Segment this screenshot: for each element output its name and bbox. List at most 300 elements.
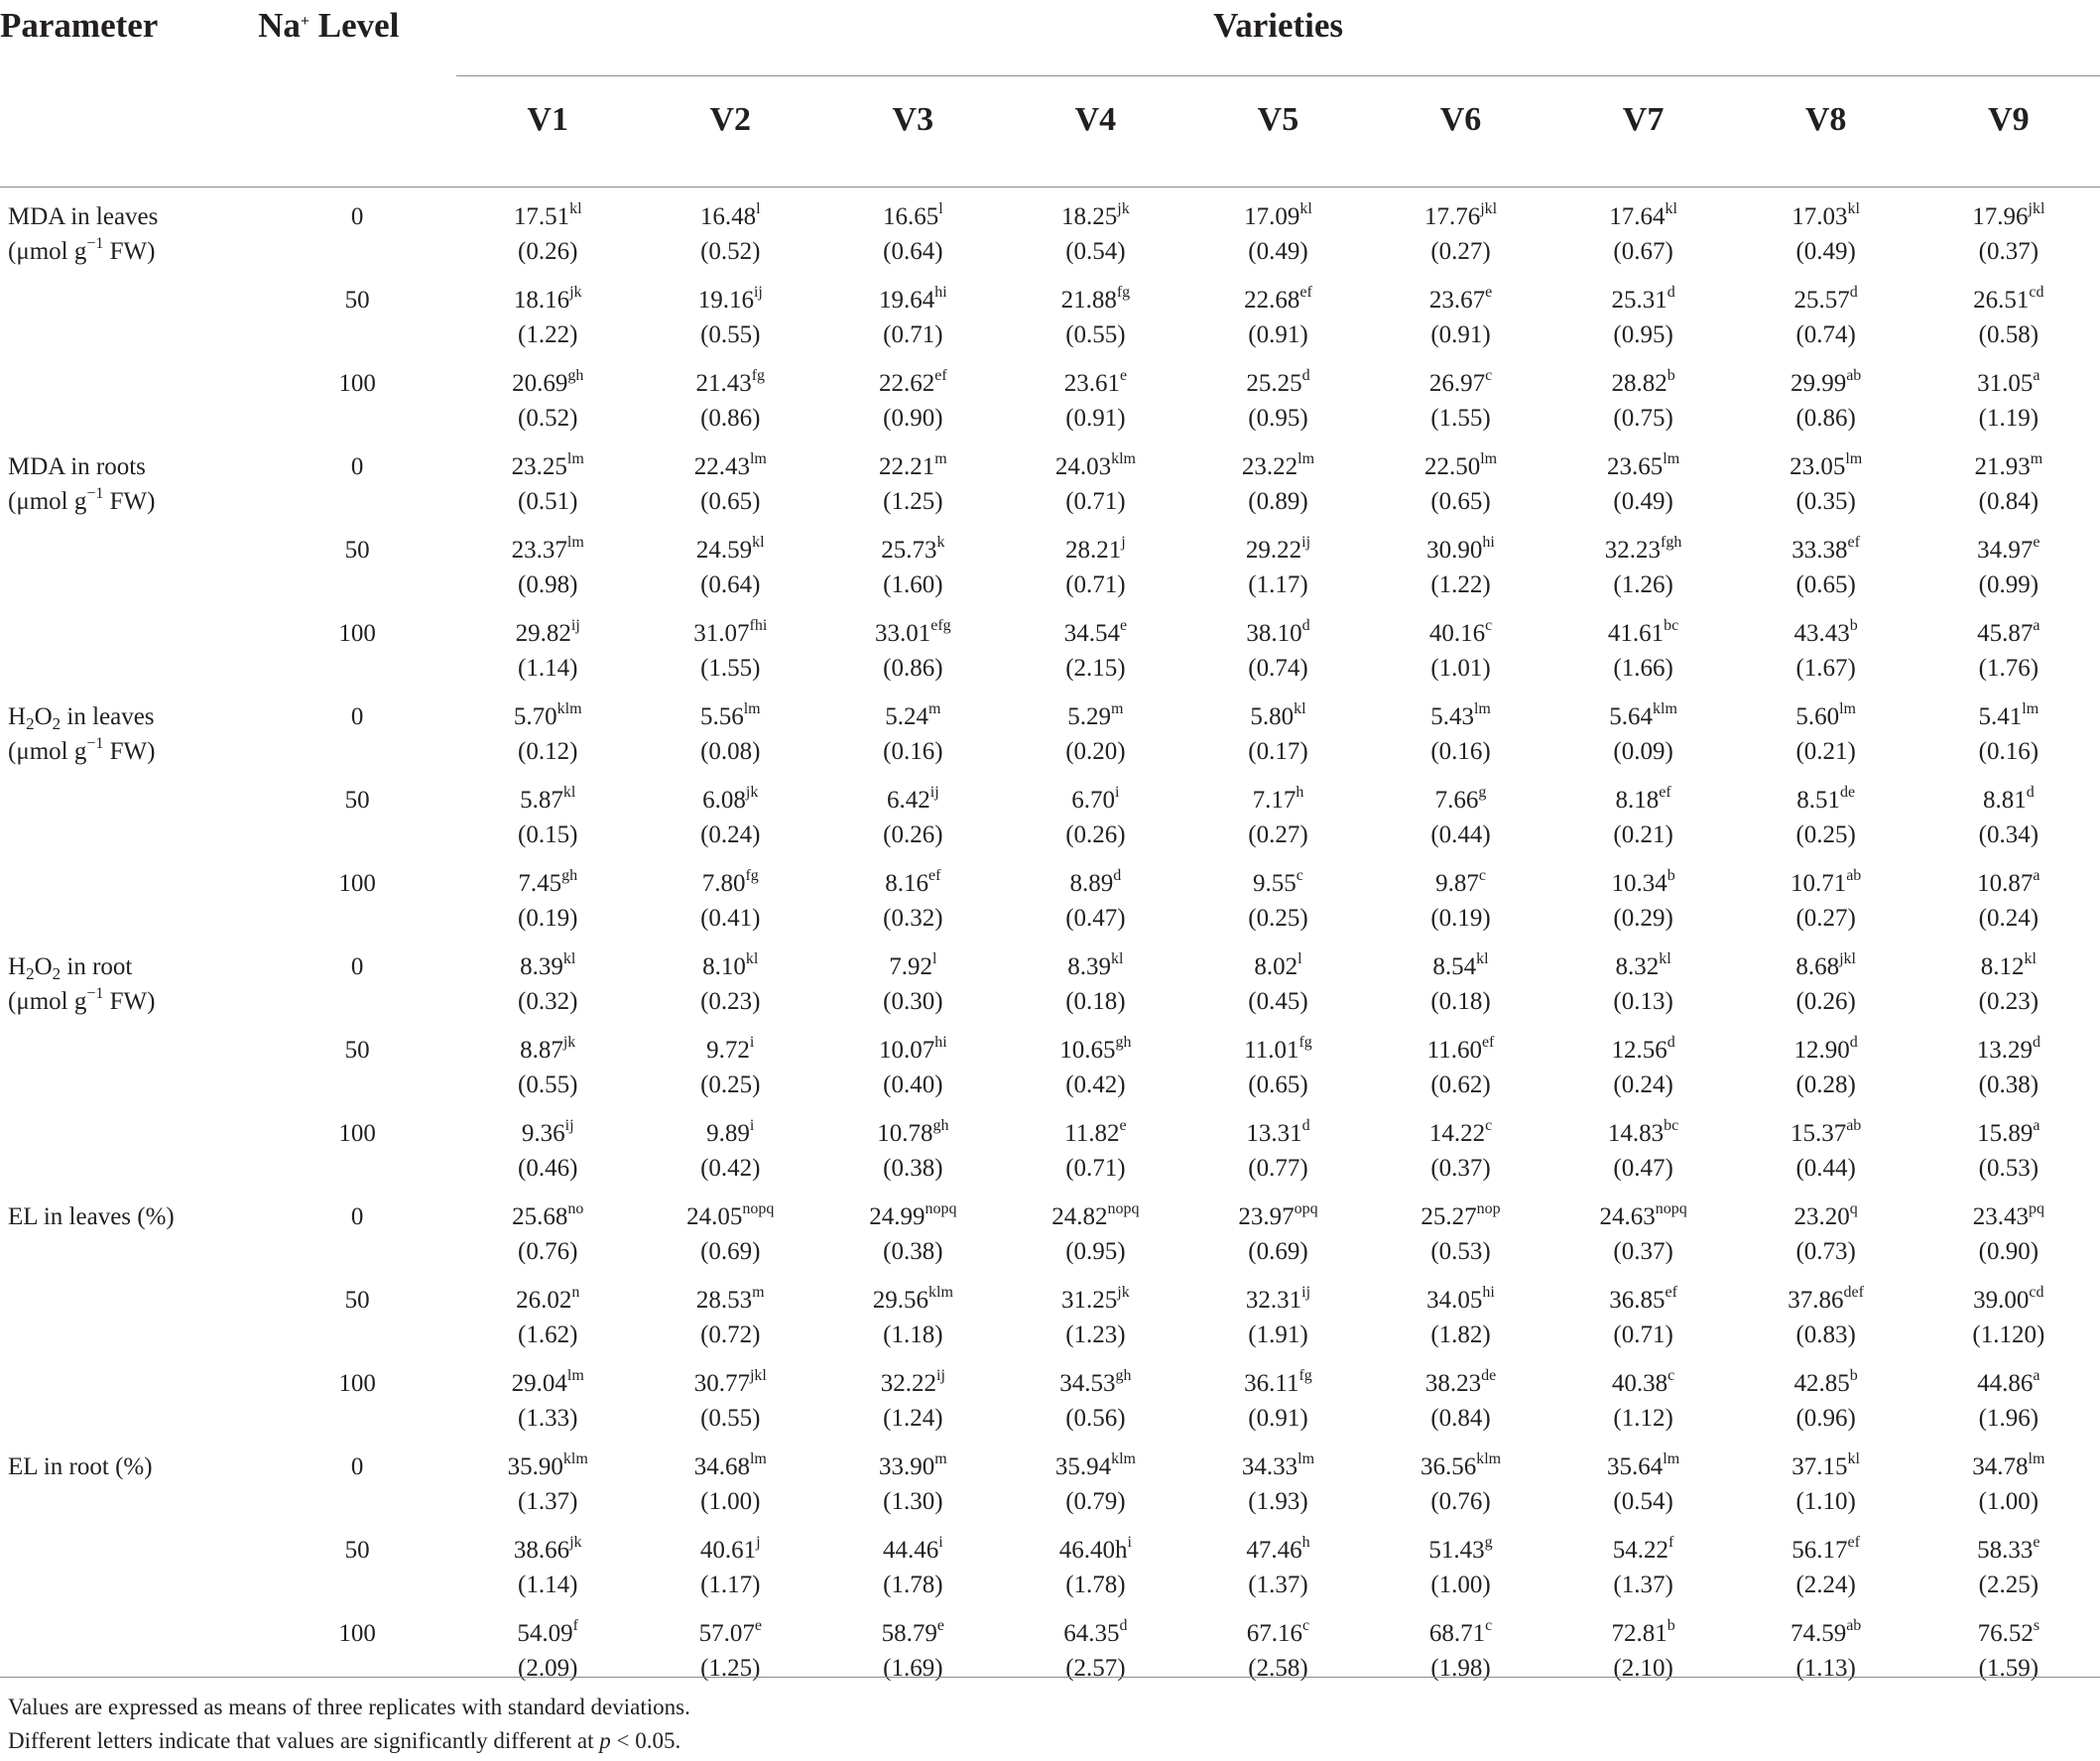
std-dev-value: (0.45): [1248, 987, 1308, 1015]
value-cell: [1917, 1521, 2100, 1604]
header-variety-v3: V3: [821, 76, 1004, 188]
mean-value: $23.65^{lm}$: [1607, 449, 1680, 480]
std-dev-value: (0.27): [1248, 820, 1308, 848]
significance-letters: a: [2033, 1366, 2040, 1384]
significance-letters: q: [1849, 1199, 1858, 1217]
std-dev-value: (2.57): [1065, 1654, 1126, 1682]
std-dev-value: (1.96): [1978, 1404, 2039, 1432]
mean-value: 34.54e: [1063, 616, 1128, 647]
value-cell: [1186, 271, 1369, 354]
mean-value: 15.37$^{ab}$: [1790, 1116, 1862, 1147]
parameter-label: [0, 1354, 258, 1438]
parameter-label: [0, 1604, 258, 1688]
na-level-value: 50: [344, 286, 370, 314]
value-cell: [1917, 938, 2100, 1021]
std-dev-value: (0.40): [883, 1070, 943, 1098]
std-dev-value: (0.65): [1795, 570, 1856, 598]
std-dev-value: (0.52): [518, 404, 578, 432]
value-cell: [1552, 1354, 1735, 1438]
std-dev-value: (1.01): [1430, 654, 1491, 682]
significance-letters: lm: [749, 1449, 767, 1467]
value-cell: [1369, 1354, 1551, 1438]
mean-value: 13.29$^d$: [1976, 1033, 2040, 1064]
std-dev-value: (1.69): [883, 1654, 943, 1682]
mean-value: $35.90^{klm}$: [507, 1449, 588, 1480]
mean-value: $38.66^{jk}$: [513, 1533, 582, 1564]
significance-letters: i: [938, 1533, 943, 1551]
mean-value: 39.00$^{cd}$: [1973, 1283, 2044, 1314]
mean-value: 67.16$^c$: [1246, 1616, 1310, 1647]
mean-value: $24.59^{kl}$: [695, 533, 765, 564]
value-cell: [1004, 1604, 1186, 1688]
na-level-value: 100: [338, 1119, 376, 1147]
mean-value: $24.99^{nopq}$: [869, 1199, 957, 1230]
significance-letters: d: [1113, 866, 1122, 884]
mean-value: $24.03^{klm}$: [1054, 449, 1136, 480]
mean-value: 8.18$^{ef}$: [1615, 783, 1671, 814]
value-cell: [1004, 1271, 1186, 1354]
std-dev-value: (1.33): [518, 1404, 578, 1432]
significance-letters: h: [1301, 1533, 1310, 1551]
mean-value: 8.89$^d$: [1069, 866, 1122, 897]
mean-value: 5.24$^m$: [885, 699, 941, 730]
value-cell: [1917, 438, 2100, 521]
significance-letters: kl: [562, 949, 576, 967]
std-dev-value: (1.66): [1613, 654, 1673, 682]
mean-value: $10.07^{hi}$: [878, 1033, 947, 1064]
significance-letters: kl: [569, 200, 582, 217]
significance-letters: d: [1301, 616, 1310, 634]
header-varieties: Varieties: [456, 0, 2100, 76]
na-level-value: 50: [344, 536, 370, 564]
value-cell: [1004, 188, 1186, 271]
significance-letters: h: [1296, 783, 1304, 801]
std-dev-value: (0.17): [1248, 737, 1308, 765]
mean-value: $8.87^{jk}$: [520, 1033, 576, 1064]
std-dev-value: (0.47): [1613, 1154, 1673, 1182]
mean-value: $24.82^{nopq}$: [1051, 1199, 1140, 1230]
significance-letters: de: [1839, 783, 1856, 801]
std-dev-value: (1.55): [700, 654, 761, 682]
mean-value: $5.70^{klm}$: [513, 699, 582, 730]
mean-value: 38.10$^d$: [1246, 616, 1310, 647]
significance-letters: kl: [2024, 949, 2037, 967]
na-level-value: 0: [350, 702, 364, 730]
mean-value: 22.68$^{ef}$: [1244, 283, 1312, 314]
value-cell: [1917, 1438, 2100, 1521]
mean-value: 5.29$^m$: [1067, 699, 1124, 730]
mean-value: 76.52$^s$: [1977, 1616, 2040, 1647]
significance-letters: ab: [1846, 1116, 1862, 1134]
std-dev-value: (0.16): [1978, 737, 2039, 765]
table-row: [0, 854, 2100, 938]
std-dev-value: (0.37): [1613, 1237, 1673, 1265]
std-dev-value: (2.10): [1613, 1654, 1673, 1682]
std-dev-value: (0.24): [1613, 1070, 1673, 1098]
significance-letters: kl: [1476, 949, 1489, 967]
table-row: [0, 438, 2100, 521]
value-cell: [1735, 1271, 1917, 1354]
value-cell: [821, 1438, 1004, 1521]
mean-value: 36.11$^{fg}$: [1244, 1366, 1312, 1397]
header-variety-v1: V1: [456, 76, 639, 188]
std-dev-value: (1.26): [1613, 570, 1673, 598]
mean-value: $5.41^{lm}$: [1978, 699, 2039, 730]
na-level-value: 0: [350, 1452, 364, 1480]
mean-value: $35.94^{klm}$: [1054, 1449, 1136, 1480]
value-cell: [1552, 1021, 1735, 1104]
significance-letters: nopq: [1107, 1199, 1140, 1217]
significance-letters: kl: [1659, 949, 1671, 967]
significance-letters: jkl: [1839, 949, 1856, 967]
mean-value: 11.01$^{fg}$: [1244, 1033, 1312, 1064]
std-dev-value: (1.23): [1065, 1321, 1126, 1348]
significance-letters: ef: [934, 366, 947, 384]
value-cell: [1369, 438, 1551, 521]
significance-letters: kl: [562, 783, 576, 801]
std-dev-value: (1.120): [1972, 1321, 2045, 1348]
mean-value: $24.05^{nopq}$: [686, 1199, 775, 1230]
std-dev-value: (1.19): [1978, 404, 2039, 432]
std-dev-value: (0.51): [518, 487, 578, 515]
mean-value: 13.31$^d$: [1246, 1116, 1310, 1147]
value-cell: [1186, 521, 1369, 604]
parameter-label: [0, 1021, 258, 1104]
std-dev-value: (1.18): [883, 1321, 943, 1348]
value-cell: [1186, 771, 1369, 854]
significance-letters: a: [2033, 1116, 2040, 1134]
significance-letters: cd: [2029, 1283, 2044, 1301]
std-dev-value: (0.38): [1978, 1070, 2039, 1098]
parameter-label: [0, 1521, 258, 1604]
value-cell: [639, 1271, 821, 1354]
value-cell: [1369, 521, 1551, 604]
mean-value: $34.33^{lm}$: [1241, 1449, 1315, 1480]
significance-letters: b: [1849, 616, 1858, 634]
std-dev-value: (0.64): [700, 570, 761, 598]
table-row: [0, 1188, 2100, 1271]
parameter-label: EL in root (%): [8, 1452, 153, 1480]
mean-value: $17.64^{kl}$: [1609, 200, 1677, 230]
significance-letters: klm: [556, 699, 582, 717]
std-dev-value: (1.55): [1430, 404, 1491, 432]
significance-letters: d: [1667, 283, 1675, 301]
std-dev-value: (0.62): [1430, 1070, 1491, 1098]
std-dev-value: (1.59): [1978, 1654, 2039, 1682]
significance-letters: ij: [570, 616, 580, 634]
mean-value: 25.57$^d$: [1793, 283, 1858, 314]
mean-value: $17.76^{jkl}$: [1423, 200, 1498, 230]
mean-value: $29.22^{ij}$: [1245, 533, 1311, 564]
value-cell: [821, 688, 1004, 771]
value-cell: [1552, 604, 1735, 688]
significance-letters: e: [1119, 1116, 1127, 1134]
significance-letters: c: [1485, 1616, 1493, 1634]
mean-value: $46.40h^i$: [1058, 1533, 1132, 1564]
mean-value: 33.38$^{ef}$: [1791, 533, 1860, 564]
value-cell: [1004, 1104, 1186, 1188]
mean-value: $5.87^{kl}$: [520, 783, 576, 814]
value-cell: [1735, 1604, 1917, 1688]
significance-letters: c: [1485, 616, 1493, 634]
significance-letters: ef: [1659, 783, 1671, 801]
mean-value: 58.33e: [1977, 1533, 2040, 1564]
significance-letters: g: [1478, 783, 1487, 801]
mean-value: 44.86$^a$: [1977, 1366, 2040, 1397]
mean-value: $5.56^{lm}$: [699, 699, 761, 730]
value-cell: [639, 1438, 821, 1521]
std-dev-value: (0.55): [700, 1404, 761, 1432]
std-dev-value: (0.55): [700, 320, 761, 348]
significance-letters: jk: [569, 283, 582, 301]
significance-letters: lm: [749, 449, 767, 467]
significance-letters: efg: [930, 616, 951, 634]
significance-letters: ef: [1481, 1033, 1495, 1051]
table-row: [0, 354, 2100, 438]
value-cell: [821, 938, 1004, 1021]
footnote-values: Values are expressed as means of three replicates with standard deviations.: [8, 1695, 690, 1719]
std-dev-value: (0.69): [700, 1237, 761, 1265]
std-dev-value: (0.95): [1613, 320, 1673, 348]
mean-value: $34.68^{lm}$: [693, 1449, 767, 1480]
mean-value: 12.56$^d$: [1611, 1033, 1675, 1064]
value-cell: [639, 938, 821, 1021]
table-row: [0, 188, 2100, 271]
value-cell: [1552, 688, 1735, 771]
parameter-label: $H_2O_2$ in leaves (μmol $g^{-1}$ FW): [8, 702, 156, 765]
significance-letters: m: [934, 1449, 947, 1467]
value-cell: [456, 1438, 639, 1521]
significance-letters: hi: [1482, 1283, 1495, 1301]
std-dev-value: (0.56): [1065, 1404, 1126, 1432]
significance-letters: lm: [1839, 699, 1856, 717]
significance-letters: jk: [569, 1533, 582, 1551]
significance-letters: a: [2033, 366, 2040, 384]
std-dev-value: (0.84): [1978, 487, 2039, 515]
value-cell: [1917, 1604, 2100, 1688]
significance-letters: d: [2032, 1033, 2040, 1051]
mean-value: 44.46$^i$: [882, 1533, 943, 1564]
mean-value: 25.25$^d$: [1246, 366, 1310, 397]
std-dev-value: (0.37): [1430, 1154, 1491, 1182]
mean-value: $8.32^{kl}$: [1615, 949, 1671, 980]
value-cell: [821, 1271, 1004, 1354]
mean-value: $8.39^{kl}$: [520, 949, 576, 980]
value-cell: [1735, 354, 1917, 438]
value-cell: [1004, 1521, 1186, 1604]
significance-letters: kl: [1299, 200, 1312, 217]
std-dev-value: (1.91): [1248, 1321, 1308, 1348]
value-cell: [639, 521, 821, 604]
value-cell: [639, 1188, 821, 1271]
significance-letters: jk: [562, 1033, 576, 1051]
mean-value: $30.77^{jkl}$: [693, 1366, 767, 1397]
mean-value: $22.43^{lm}$: [693, 449, 767, 480]
std-dev-value: (0.71): [883, 320, 943, 348]
value-cell: [1004, 854, 1186, 938]
std-dev-value: (0.58): [1978, 320, 2039, 348]
significance-letters: fg: [745, 866, 759, 884]
std-dev-value: (0.26): [518, 238, 578, 265]
std-dev-value: (0.77): [1248, 1154, 1308, 1182]
std-dev-value: (1.37): [1248, 1571, 1308, 1598]
significance-letters: l: [756, 200, 761, 217]
table-row: [0, 1438, 2100, 1521]
mean-value: 26.51$^{cd}$: [1973, 283, 2044, 314]
std-dev-value: (0.71): [1065, 570, 1126, 598]
significance-letters: c: [1302, 1616, 1310, 1634]
value-cell: [639, 771, 821, 854]
mean-value: 14.83$^{bc}$: [1607, 1116, 1679, 1147]
mean-value: 16.65$^l$: [882, 200, 943, 230]
value-cell: [821, 438, 1004, 521]
std-dev-value: (0.71): [1065, 1154, 1126, 1182]
value-cell: [1735, 1021, 1917, 1104]
std-dev-value: (0.55): [1065, 320, 1126, 348]
mean-value: $23.37^{lm}$: [511, 533, 584, 564]
std-dev-value: (1.00): [1430, 1571, 1491, 1598]
std-dev-value: (0.24): [1978, 904, 2039, 932]
significance-letters: l: [931, 949, 937, 967]
significance-letters: klm: [1653, 699, 1677, 717]
value-cell: [1369, 1438, 1551, 1521]
value-cell: [1004, 688, 1186, 771]
value-cell: [1186, 1104, 1369, 1188]
std-dev-value: (0.38): [883, 1237, 943, 1265]
mean-value: 56.17$^{ef}$: [1791, 1533, 1860, 1564]
mean-value: 11.82e: [1064, 1116, 1127, 1147]
value-cell: [1004, 1354, 1186, 1438]
std-dev-value: (0.13): [1613, 987, 1673, 1015]
parameter-label: [0, 271, 258, 354]
mean-value: $8.39^{kl}$: [1067, 949, 1124, 980]
mean-value: 6.70$^i$: [1071, 783, 1120, 814]
significance-letters: ij: [929, 783, 939, 801]
value-cell: [456, 1104, 639, 1188]
mean-value: $25.68^{no}$: [512, 1199, 584, 1230]
mean-value: $17.96^{jkl}$: [1972, 200, 2045, 230]
mean-value: $8.68^{jkl}$: [1795, 949, 1856, 980]
significance-letters: d: [2026, 783, 2035, 801]
significance-letters: ij: [1301, 533, 1311, 551]
significance-letters: ef: [1847, 533, 1860, 551]
mean-value: 21.93$^m$: [1974, 449, 2043, 480]
value-cell: [1369, 771, 1551, 854]
std-dev-value: (0.95): [1248, 404, 1308, 432]
significance-letters: gh: [1115, 1366, 1132, 1384]
significance-letters: i: [749, 1116, 755, 1134]
table-row: [0, 1271, 2100, 1354]
value-cell: [1369, 1104, 1551, 1188]
table-row: [0, 1104, 2100, 1188]
mean-value: 25.31$^d$: [1611, 283, 1675, 314]
significance-letters: b: [1667, 366, 1675, 384]
value-cell: [456, 354, 639, 438]
value-cell: [1369, 1604, 1551, 1688]
std-dev-value: (0.86): [700, 404, 761, 432]
significance-letters: klm: [562, 1449, 588, 1467]
value-cell: [1917, 1104, 2100, 1188]
mean-value: $19.16^{ij}$: [697, 283, 763, 314]
std-dev-value: (0.64): [883, 238, 943, 265]
mean-value: $23.25^{lm}$: [511, 449, 584, 480]
value-cell: [1552, 1188, 1735, 1271]
std-dev-value: (0.24): [700, 820, 761, 848]
std-dev-value: (0.69): [1248, 1237, 1308, 1265]
value-cell: [1917, 271, 2100, 354]
value-cell: [456, 1354, 639, 1438]
std-dev-value: (0.91): [1065, 404, 1126, 432]
value-cell: [639, 188, 821, 271]
std-dev-value: (0.76): [518, 1237, 578, 1265]
table-row: [0, 938, 2100, 1021]
significance-letters: ab: [1846, 1616, 1862, 1634]
significance-letters: kl: [1111, 949, 1124, 967]
mean-value: 9.55$^c$: [1253, 866, 1303, 897]
std-dev-value: (1.14): [518, 654, 578, 682]
significance-letters: ij: [936, 1366, 945, 1384]
value-cell: [1186, 354, 1369, 438]
std-dev-value: (0.19): [1430, 904, 1491, 932]
significance-letters: s: [2033, 1616, 2040, 1634]
value-cell: [1004, 938, 1186, 1021]
significance-letters: jk: [1117, 1283, 1130, 1301]
significance-letters: g: [1484, 1533, 1493, 1551]
std-dev-value: (0.20): [1065, 737, 1126, 765]
parameter-label: [0, 1271, 258, 1354]
std-dev-value: (0.83): [1795, 1321, 1856, 1348]
value-cell: [1735, 1521, 1917, 1604]
significance-letters: fhi: [749, 616, 768, 634]
mean-value: 34.97e: [1977, 533, 2040, 564]
value-cell: [456, 771, 639, 854]
value-cell: [456, 1188, 639, 1271]
mean-value: 9.87$^c$: [1435, 866, 1486, 897]
mean-value: 11.60$^{ef}$: [1426, 1033, 1495, 1064]
std-dev-value: (0.54): [1613, 1487, 1673, 1515]
value-cell: [1552, 938, 1735, 1021]
significance-letters: jkl: [2028, 200, 2045, 217]
value-cell: [1186, 1521, 1369, 1604]
significance-letters: opq: [1294, 1199, 1318, 1217]
mean-value: 25.73$^k$: [881, 533, 945, 564]
significance-letters: klm: [1111, 449, 1136, 467]
mean-value: 10.71$^{ab}$: [1790, 866, 1862, 897]
std-dev-value: (0.72): [700, 1321, 761, 1348]
mean-value: 9.72$^i$: [706, 1033, 755, 1064]
std-dev-value: (1.67): [1795, 654, 1856, 682]
mean-value: 45.87$^a$: [1977, 616, 2040, 647]
std-dev-value: (0.09): [1613, 737, 1673, 765]
value-cell: [821, 1604, 1004, 1688]
mean-value: 43.43$^b$: [1793, 616, 1858, 647]
value-cell: [1186, 1021, 1369, 1104]
std-dev-value: (0.76): [1430, 1487, 1491, 1515]
mean-value: $17.03^{kl}$: [1791, 200, 1860, 230]
value-cell: [456, 271, 639, 354]
value-cell: [1552, 354, 1735, 438]
std-dev-value: (1.98): [1430, 1654, 1491, 1682]
header-variety-v9: V9: [1917, 76, 2100, 188]
std-dev-value: (0.84): [1430, 1404, 1491, 1432]
mean-value: 37.86$^{def}$: [1788, 1283, 1864, 1314]
value-cell: [1735, 771, 1917, 854]
table-row: [0, 1521, 2100, 1604]
significance-letters: d: [1849, 1033, 1858, 1051]
mean-value: $23.97^{opq}$: [1238, 1199, 1318, 1230]
std-dev-value: (1.37): [518, 1487, 578, 1515]
mean-value: 26.02$^n$: [516, 1283, 580, 1314]
